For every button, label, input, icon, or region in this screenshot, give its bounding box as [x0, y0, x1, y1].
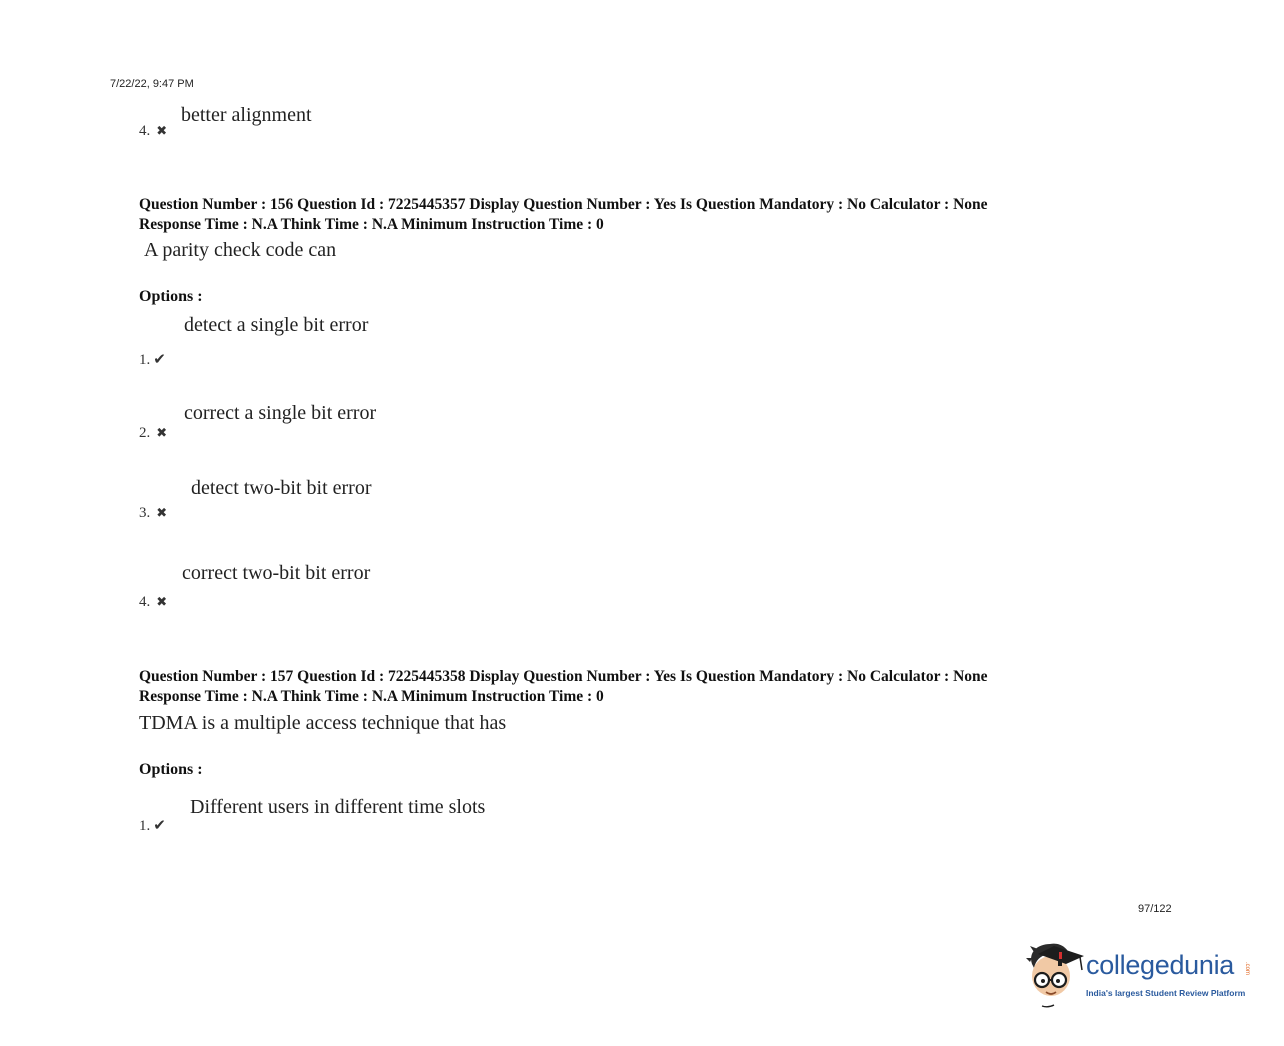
options-label: Options : — [139, 761, 203, 778]
option-number-label: 4. — [139, 594, 151, 610]
page-number: 97/122 — [1138, 903, 1172, 915]
check-icon: ✔ — [153, 352, 166, 368]
option-number — [139, 123, 167, 140]
option-number-label: 1. — [139, 352, 151, 368]
question-text: A parity check code can — [144, 239, 337, 261]
mascot-icon — [1024, 938, 1086, 1010]
question-meta-line2: Response Time : N.A Think Time : N.A Minimum Instruction Time : 0 — [139, 688, 604, 705]
option-number — [139, 816, 166, 835]
option-text: better alignment — [181, 104, 312, 126]
options-label: Options : — [139, 288, 203, 305]
option-text: detect two-bit bit error — [191, 477, 372, 499]
logo-suffix: .com — [1244, 962, 1250, 976]
logo-wordmark: collegedunia — [1086, 950, 1235, 980]
cross-icon: ✖ — [156, 505, 168, 520]
check-icon: ✔ — [153, 818, 166, 834]
logo-tagline: India's largest Student Review Platform — [1086, 988, 1246, 998]
question-meta-line1: Question Number : 157 Question Id : 7225445358 Display Question Number : Yes Is Question Mandatory : No Calculator : None — [139, 668, 988, 685]
cross-icon: ✖ — [156, 425, 168, 440]
question-meta-line2: Response Time : N.A Think Time : N.A Minimum Instruction Time : 0 — [139, 216, 604, 233]
question-text: TDMA is a multiple access technique that has — [139, 712, 507, 734]
collegedunia-logo — [1024, 938, 1264, 1010]
option-number — [139, 425, 167, 442]
option-number — [139, 594, 167, 611]
option-text: correct two-bit bit error — [182, 562, 371, 584]
option-number-label: 4. — [139, 123, 151, 139]
option-text: detect a single bit error — [184, 314, 369, 336]
cross-icon: ✖ — [156, 594, 168, 609]
print-timestamp: 7/22/22, 9:47 PM — [110, 78, 194, 90]
option-number — [139, 350, 166, 369]
option-number-label: 2. — [139, 425, 151, 441]
option-number — [139, 505, 167, 522]
option-number-label: 3. — [139, 505, 151, 521]
question-meta-line1: Question Number : 156 Question Id : 7225445357 Display Question Number : Yes Is Question Mandatory : No Calculator : None — [139, 196, 988, 213]
option-text: correct a single bit error — [184, 402, 377, 424]
cross-icon: ✖ — [156, 123, 168, 138]
option-text: Different users in different time slots — [190, 796, 486, 818]
option-number-label: 1. — [139, 818, 151, 834]
